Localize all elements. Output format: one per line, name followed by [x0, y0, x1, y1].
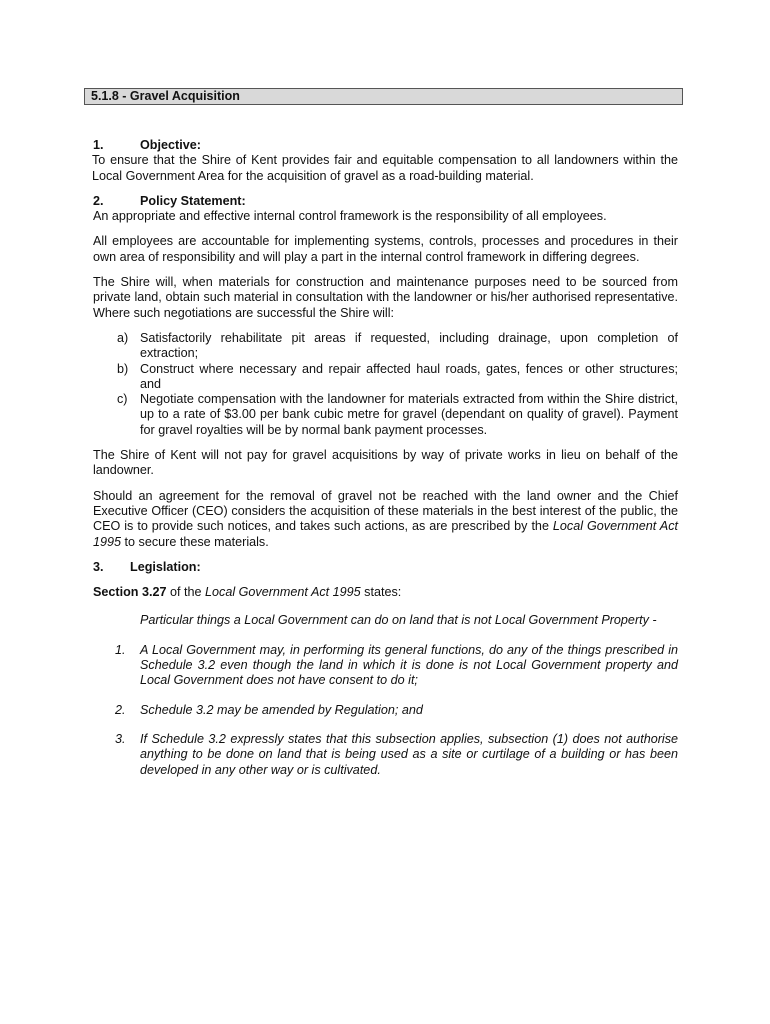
section-number: 3.	[93, 559, 104, 574]
section-title: Objective:	[140, 138, 201, 152]
section-title: Legislation:	[130, 559, 201, 574]
section-objective-heading	[93, 138, 678, 153]
list-marker: 1.	[115, 642, 126, 657]
legislation-section-line	[93, 585, 678, 600]
list-item	[93, 643, 678, 689]
objective-text: To ensure that the Shire of Kent provides fair and equitable compensation to all landowners within the Local Government Area for the acquisition of gravel as a road-building material.	[92, 153, 678, 183]
paragraph-text: of the	[166, 585, 206, 600]
list-item	[93, 732, 678, 778]
act-reference: Local Government Act 1995	[93, 519, 678, 549]
policy-title: 5.1.8 - Gravel Acquisition	[91, 89, 240, 103]
list-item	[116, 362, 678, 393]
policy-title-bar	[84, 88, 683, 105]
list-item-text: If Schedule 3.2 expressly states that this subsection applies, subsection (1) does not authorise anything to be done on land that is being used as a site or curtilage of a building or has been developed in any other way or is cultivated.	[140, 731, 678, 777]
list-marker: b)	[117, 361, 129, 376]
act-reference: Local Government Act 1995	[205, 585, 361, 600]
section-title: Policy Statement:	[140, 193, 246, 208]
legislation-list	[93, 643, 678, 778]
list-item	[116, 392, 678, 438]
list-item	[93, 703, 678, 718]
policy-paragraph-1: An appropriate and effective internal control framework is the responsibility of all employees.	[93, 209, 607, 224]
paragraph-text: Should an agreement for the removal of gravel not be reached with the land owner and the Chief Executive Officer (CEO) considers the acquisition of these materials in the best interest of the public, the CEO is to provide such notices, and takes such actions, as are prescribed by the	[93, 488, 678, 534]
section-number: 1.	[93, 138, 104, 152]
section-reference: Section 3.27	[93, 585, 167, 600]
paragraph-text: states:	[360, 585, 402, 600]
policy-paragraph-2: All employees are accountable for implementing systems, controls, processes and procedures in their own area of responsibility and will play a part in the internal control framework in differing degrees.	[93, 234, 678, 264]
policy-action-list	[116, 331, 678, 438]
list-marker: c)	[117, 392, 128, 407]
section-legislation-heading	[93, 560, 678, 575]
paragraph-text: to secure these materials.	[121, 534, 269, 549]
legislation-intro: Particular things a Local Government can do on land that is not Local Government Property -	[140, 613, 657, 628]
list-item-text: Construct where necessary and repair affected haul roads, gates, fences or other structures; and	[140, 361, 678, 391]
list-item	[116, 331, 678, 362]
list-item-text: Satisfactorily rehabilitate pit areas if requested, including drainage, upon completion of extraction;	[140, 330, 678, 361]
list-marker: a)	[117, 330, 129, 345]
document-body	[93, 138, 678, 778]
list-item-text: A Local Government may, in performing its general functions, do any of the things prescribed in Schedule 3.2 even though the land in which it is done is not Local Government property and Local Government does not have consent to do it;	[140, 642, 678, 688]
section-policy-heading	[93, 194, 678, 209]
list-item-text: Schedule 3.2 may be amended by Regulation; and	[140, 702, 423, 717]
section-number: 2.	[93, 193, 104, 208]
list-marker: 3.	[115, 731, 126, 746]
list-marker: 2.	[115, 702, 126, 717]
list-item-text: Negotiate compensation with the landowner for materials extracted from within the Shire district, up to a rate of $3.00 per bank cubic metre for gravel (dependant on quality of gravel). Payment for gravel royalties will be by normal bank payment processes.	[140, 392, 678, 437]
policy-paragraph-4: The Shire of Kent will not pay for gravel acquisitions by way of private works in lieu on behalf of the landowner.	[93, 448, 678, 478]
policy-paragraph-5	[93, 489, 678, 550]
policy-paragraph-3: The Shire will, when materials for construction and maintenance purposes need to be sourced from private land, obtain such material in consultation with the landowner or his/her authorised representative. Where such negotiations are successful the Shire will:	[93, 275, 678, 320]
